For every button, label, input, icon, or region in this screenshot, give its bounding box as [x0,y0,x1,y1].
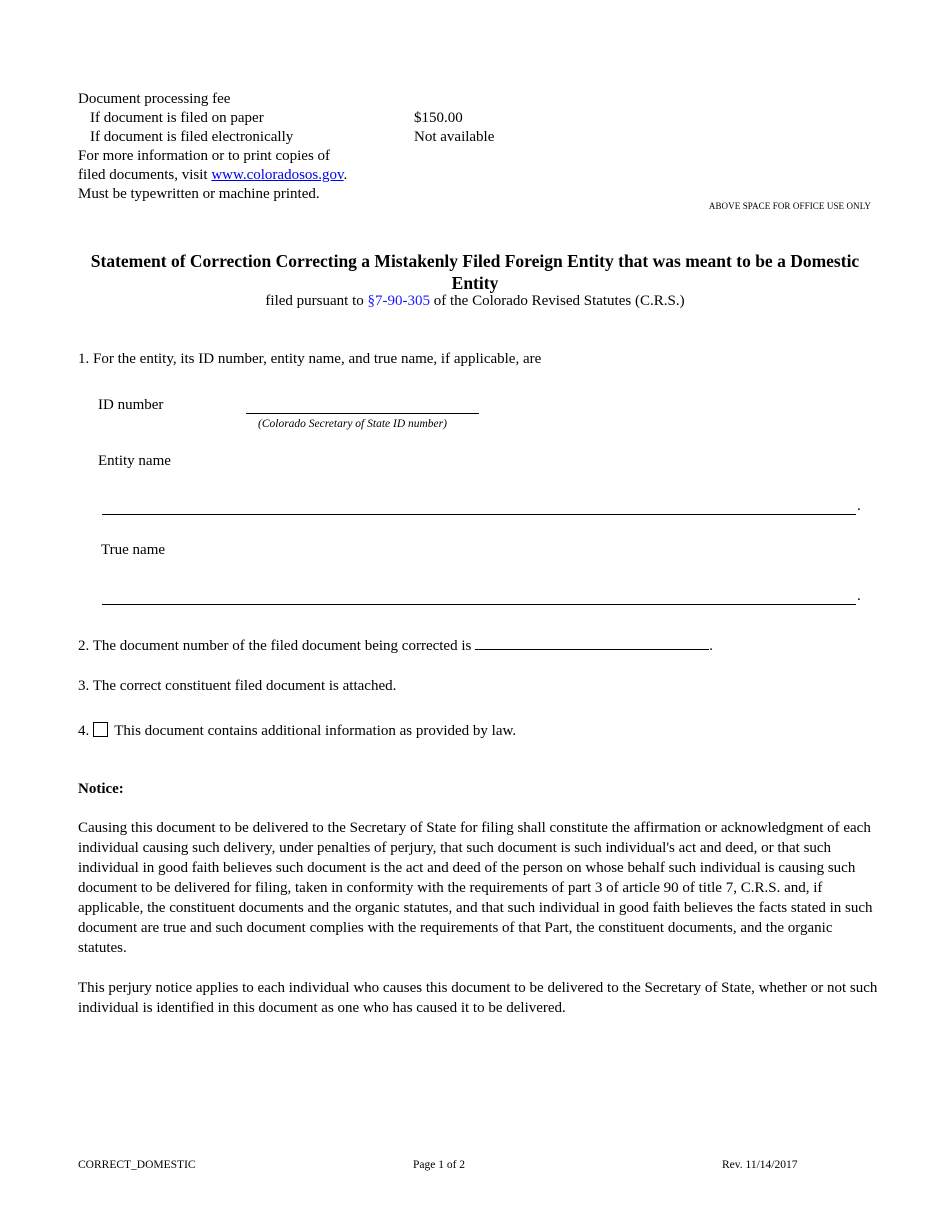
coloradosos-link[interactable]: www.coloradosos.gov [211,167,344,183]
notice-heading: Notice: [78,781,124,797]
fee-electronic-row [78,128,495,147]
true-name-label: True name [101,542,166,558]
item-1-text: 1. For the entity, its ID number, entity name, and true name, if applicable, are [78,351,542,367]
fee-heading: Document processing fee [78,91,231,107]
subtitle-suffix: of the Colorado Revised Statutes (C.R.S.) [430,293,685,309]
id-number-field[interactable] [246,396,479,414]
office-use-label: ABOVE SPACE FOR OFFICE USE ONLY [708,201,871,211]
fee-info-line1: For more information or to print copies of [78,148,331,164]
item-4-text: This document contains additional information as provided by law. [114,723,517,739]
fee-info-line2 [78,166,347,185]
subtitle-prefix: filed pursuant to [265,293,368,309]
id-number-caption: (Colorado Secretary of State ID number) [258,418,447,430]
item-4-number: 4. [78,723,90,739]
item-2-suffix: . [709,638,713,654]
document-number-field[interactable] [475,634,709,650]
id-number-label: ID number [98,397,164,413]
fee-paper-row [78,109,463,128]
fee-info-prefix: filed documents, visit [78,167,212,183]
fee-info-suffix: . [343,167,348,183]
item-4 [78,722,516,740]
additional-info-checkbox[interactable] [93,722,108,737]
entity-name-label: Entity name [98,453,171,469]
fee-block [78,90,495,204]
item-3-text: 3. The correct constituent filed document is attached. [78,678,397,694]
footer-page-number: Page 1 of 2 [413,1159,466,1171]
document-title: Statement of Correction Correcting a Mistakenly Filed Foreign Entity that was meant to be a Domestic Entity [90,251,860,293]
entity-name-field[interactable] [102,497,856,515]
true-name-period: . [857,588,861,604]
footer-form-code: CORRECT_DOMESTIC [78,1159,196,1171]
fee-paper-value: $150.00 [414,110,463,126]
fee-electronic-value: Not available [414,129,495,145]
item-2 [78,634,713,655]
typewritten-note: Must be typewritten or machine printed. [78,186,320,202]
true-name-field[interactable] [102,587,856,605]
footer-revision: Rev. 11/14/2017 [722,1159,798,1171]
fee-paper-label: If document is filed on paper [90,110,264,126]
entity-name-period: . [857,498,861,514]
fee-electronic-label: If document is filed electronically [90,129,294,145]
item-2-text: 2. The document number of the filed document being corrected is [78,638,476,654]
notice-paragraph-2: This perjury notice applies to each individual who causes this document to be delivered to the Secretary of State, whether or not such individual is identified in this document as one who has caused it to be delivered. [78,980,878,1016]
statute-link[interactable]: §7-90-305 [367,293,430,309]
notice-paragraph-1: Causing this document to be delivered to the Secretary of State for filing shall constitute the affirmation or acknowledgment of each individual causing such delivery, under penalties of perjury, that such document is such individual's act and deed, or that such individual in good faith believes such document is the act and deed of the person on whose behalf such individual is causing such document to be delivered for filing, taken in conformity with the requirements of part 3 of article 90 of title 7, C.R.S. and, if applicable, the constituent documents and the organic statutes, and that such individual in good faith believes the facts stated in such document are true and such document complies with the requirements of that Part, the constituent documents, and the organic statutes. [78,820,873,956]
document-subtitle [78,293,872,310]
